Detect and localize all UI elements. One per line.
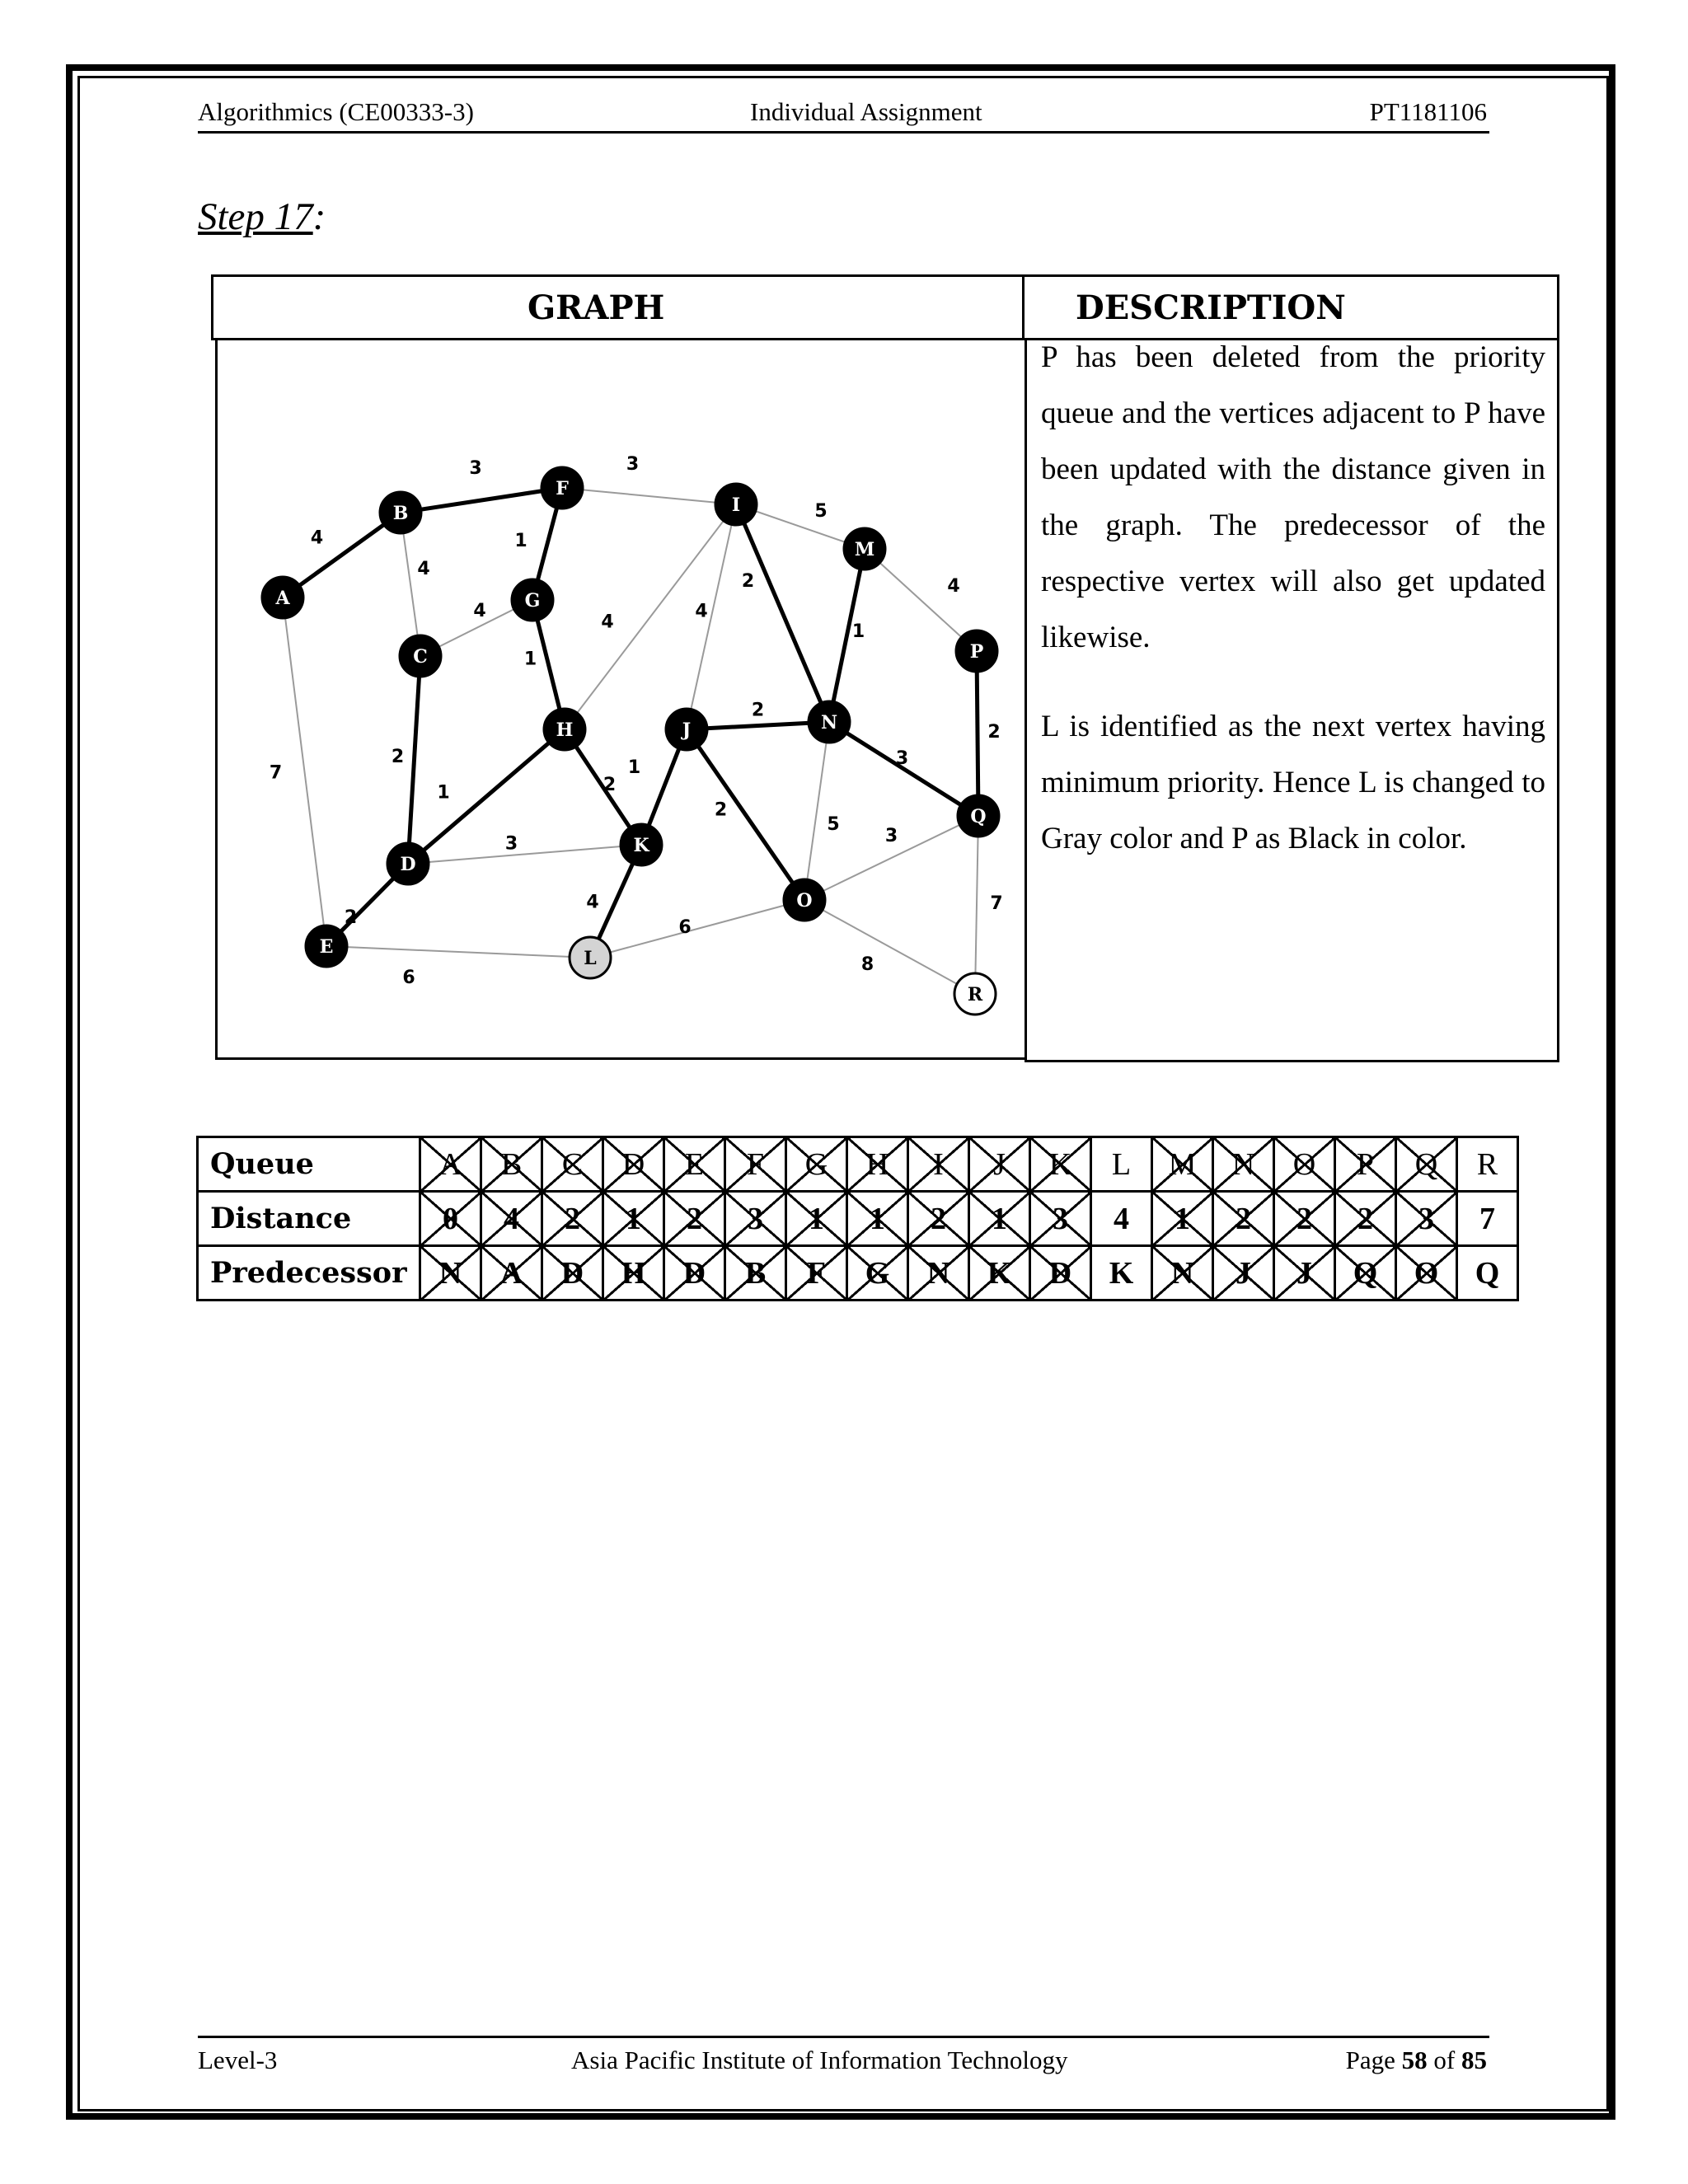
node-label: J [682,719,692,741]
node-I [715,484,757,525]
edge-weight-D-E: 2 [344,907,358,928]
node-B [380,492,421,533]
distance-cell: 3 [1396,1192,1457,1246]
node-label: F [556,478,569,499]
queue-cell: A [420,1137,481,1192]
node-J [666,709,707,750]
edge-P-Q [977,651,978,816]
node-label: C [413,646,428,668]
edge-weight-B-F: 3 [469,458,482,479]
queue-cell: L [1091,1137,1152,1192]
node-O [784,879,825,921]
edge-L-O [590,900,804,958]
queue-cell: D [603,1137,664,1192]
edge-weight-H-K: 2 [603,775,617,795]
distance-cell: 0 [420,1192,481,1246]
node-label: L [584,948,597,969]
predecessor-cell: N [1152,1246,1213,1301]
edge-weight-J-K: 1 [627,757,641,778]
queue-cell: K [1030,1137,1091,1192]
node-label: A [275,588,290,609]
predecessor-cell: F [786,1246,847,1301]
node-label: E [319,936,334,958]
header-rule [198,131,1489,134]
edge-weight-F-G: 1 [514,531,528,551]
edge-weight-Q-R: 7 [990,893,1003,914]
predecessor-cell: K [969,1246,1030,1301]
edge-weight-O-Q: 3 [884,826,898,846]
edge-weight-C-D: 2 [391,747,405,767]
distance-cell: 2 [542,1192,603,1246]
graph-title: GRAPH [528,288,665,327]
node-label: Q [970,806,987,827]
edge-O-R [804,900,975,994]
edge-M-P [865,549,977,651]
predecessor-cell: J [1213,1246,1274,1301]
queue-cell: I [908,1137,969,1192]
footer-rule [198,2036,1489,2038]
edge-weight-I-N: 2 [741,571,755,592]
description-title: DESCRIPTION [1076,288,1346,327]
edge-weight-A-B: 4 [310,527,324,549]
node-label: P [969,641,984,663]
queue-cell: H [847,1137,908,1192]
node-label: N [820,712,838,733]
node-L [570,937,611,978]
edge-weight-N-O: 5 [827,814,840,835]
queue-cell: M [1152,1137,1213,1192]
edge-weight-M-N: 1 [851,621,865,642]
node-label: H [556,719,574,741]
node-F [542,467,583,509]
edge-weight-O-R: 8 [860,954,874,975]
distance-cell: 1 [969,1192,1030,1246]
distance-cell: 7 [1457,1192,1518,1246]
node-D [387,843,429,884]
edge-weight-C-G: 4 [473,601,486,621]
node-Q [958,795,999,837]
distance-cell: 3 [1030,1192,1091,1246]
edge-weight-E-L: 6 [402,968,415,988]
predecessor-cell: O [1396,1246,1457,1301]
edge-J-O [687,729,804,900]
edge-weight-I-H: 4 [601,612,614,633]
predecessor-cell: Q [1335,1246,1396,1301]
node-K [621,824,662,865]
edge-weight-M-P: 4 [947,576,960,597]
edge-weight-L-O: 6 [678,917,692,938]
distance-cell: 4 [1091,1192,1152,1246]
queue-cell: J [969,1137,1030,1192]
node-H [544,709,585,750]
edge-I-H [565,504,736,729]
header-student-id: PT1181106 [1369,97,1487,126]
distance-cell: 1 [847,1192,908,1246]
predecessor-row-label: Predecessor [198,1246,420,1301]
edge-weight-J-O: 2 [714,799,728,821]
footer-page: Page 58 of 85 [1345,2046,1487,2074]
edge-weight-I-J: 4 [695,601,708,622]
predecessor-cell: J [1274,1246,1335,1301]
edge-weight-A-E: 7 [269,762,283,784]
step-colon: : [312,195,326,238]
predecessor-cell: G [847,1246,908,1301]
predecessor-cell: N [908,1246,969,1301]
edge-weight-D-K: 3 [504,833,518,855]
page-number: 58 [1401,2046,1428,2074]
predecessor-cell: Q [1457,1246,1518,1301]
node-C [400,635,441,677]
node-label: O [796,890,813,912]
distance-cell: 4 [481,1192,542,1246]
description-paragraph-1: P has been deleted from the priority queue and the vertices adjacent to P have been updated with the distance given in the graph. The predecessor of the respective vertex will also get updated likewise. [1041,340,1545,654]
predecessor-cell: H [603,1246,664,1301]
queue-cell: P [1335,1137,1396,1192]
distance-cell: 1 [1152,1192,1213,1246]
edge-weight-I-M: 5 [814,501,828,522]
queue-row-label: Queue [198,1137,420,1192]
edge-weight-P-Q: 2 [987,722,1001,743]
distance-cell: 2 [1274,1192,1335,1246]
node-N [809,701,850,743]
node-label: R [967,984,983,1005]
header-assignment: Individual Assignment [750,97,982,126]
predecessor-row [198,1246,1518,1301]
footer-level: Level-3 [198,2046,278,2074]
predecessor-cell: K [1091,1246,1152,1301]
node-label: D [400,854,416,875]
queue-cell: O [1274,1137,1335,1192]
edge-weight-N-Q: 3 [895,748,909,769]
edge-weight-F-I: 3 [626,454,640,475]
queue-cell: B [481,1137,542,1192]
node-label: G [524,590,541,612]
node-label: B [392,503,409,524]
node-M [844,528,885,569]
step-label: Step 17 [198,195,313,238]
edge-N-Q [829,722,978,816]
queue-cell: R [1457,1137,1518,1192]
edge-I-N [736,504,829,722]
node-G [512,579,553,621]
edge-weight-H-D: 1 [437,782,450,804]
distance-row-label: Distance [198,1192,420,1246]
distance-cell: 1 [786,1192,847,1246]
predecessor-cell: D [542,1246,603,1301]
predecessor-cell: D [664,1246,725,1301]
queue-cell: C [542,1137,603,1192]
queue-cell: E [664,1137,725,1192]
queue-cell: G [786,1137,847,1192]
edge-E-L [326,946,590,958]
footer-institute: Asia Pacific Institute of Information Technology [571,2046,1068,2074]
step-title [198,194,326,239]
edge-A-E [283,598,326,946]
queue-cell: Q [1396,1137,1457,1192]
edge-B-F [401,488,562,513]
node-label: I [731,494,741,516]
queue-cell: N [1213,1137,1274,1192]
description-paragraph-2: L is identified as the next vertex having minimum priority. Hence L is changed to Gray color and P as Black in color. [1041,710,1545,855]
distance-cell: 2 [664,1192,725,1246]
queue-cell: F [725,1137,786,1192]
dijkstra-graph [217,341,1023,1055]
distance-cell: 3 [725,1192,786,1246]
edge-weight-J-N: 2 [751,700,765,721]
distance-cell: 2 [1213,1192,1274,1246]
header-course: Algorithmics (CE00333-3) [198,97,474,126]
edge-F-I [562,488,736,504]
distance-cell: 2 [908,1192,969,1246]
predecessor-cell: N [420,1246,481,1301]
page-total: 85 [1461,2046,1487,2074]
predecessor-cell: D [1030,1246,1091,1301]
node-A [262,577,303,618]
edge-weight-G-H: 1 [523,649,537,670]
edge-D-K [408,845,641,864]
node-P [956,630,997,672]
edge-H-D [408,729,565,864]
node-E [306,926,347,967]
predecessor-cell: A [481,1246,542,1301]
node-R [954,973,996,1015]
edge-weight-K-L: 4 [586,892,599,913]
queue-row [198,1137,1518,1192]
node-label: K [633,835,649,856]
edge-C-D [408,656,420,864]
distance-cell: 1 [603,1192,664,1246]
edge-N-O [804,722,829,900]
node-label: M [854,539,875,560]
edge-weight-B-C: 4 [417,559,430,579]
edge-Q-R [975,816,978,994]
distance-cell: 2 [1335,1192,1396,1246]
predecessor-cell: B [725,1246,786,1301]
dijkstra-table [196,1136,1519,1301]
distance-row [198,1192,1518,1246]
